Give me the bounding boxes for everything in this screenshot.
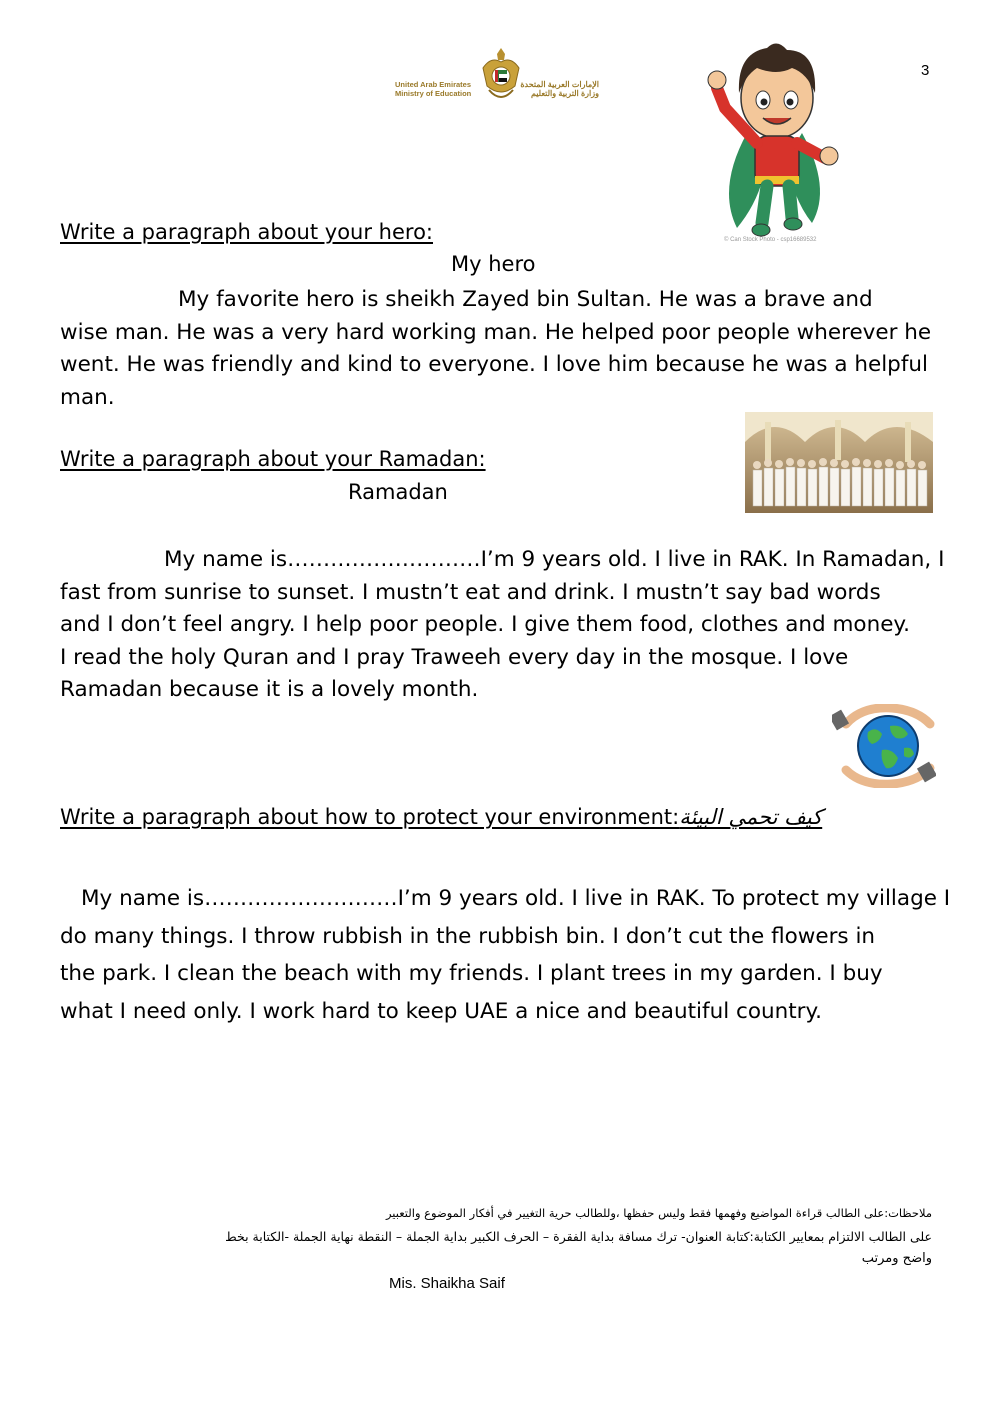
logo-en-line1: United Arab Emirates [395, 80, 471, 89]
ministry-logo [395, 46, 615, 112]
teacher-signature: Mis. Shaikha Saif [389, 1275, 505, 1292]
notes-line-3: واضح ومرتب [861, 1251, 932, 1266]
notes-line-1: ملاحظات:على الطالب قراءة المواضيع وفهمها فقط وليس حفظها ،وللطالب حرية التغيير في أفكار الموضوع والتعبير [385, 1206, 932, 1220]
logo-arabic-text [519, 80, 599, 98]
ramadan-line-2: fast from sunrise to sunset. I mustn’t eat and drink. I mustn’t say bad words [60, 579, 881, 605]
ramadan-line-4: I read the holy Quran and I pray Traweeh every day in the mosque. I love [60, 644, 849, 670]
hero-line-3: went. He was friendly and kind to everyone. I love him because he was a helpful [60, 352, 928, 377]
environment-heading [60, 805, 822, 829]
hero-paragraph [60, 284, 940, 414]
logo-ar-line1: الإمارات العربية المتحدة [520, 80, 599, 89]
logo-ar-line2: وزارة التربية والتعليم [530, 89, 599, 98]
environment-heading-ar: كيف تحمي البيئة [679, 805, 823, 829]
ramadan-heading: Write a paragraph about your Ramadan: [60, 447, 486, 471]
ramadan-title: Ramadan [348, 480, 448, 504]
environment-line-2: do many things. I throw rubbish in the rubbish bin. I don’t cut the flowers in [60, 923, 876, 949]
hero-heading: Write a paragraph about your hero: [60, 220, 433, 244]
ramadan-paragraph [60, 544, 945, 707]
ramadan-line-3: and I don’t feel angry. I help poor people. I give them food, clothes and money. [60, 612, 910, 637]
environment-line-1: My name is………………………I’m 9 years old. I live in RAK. To protect my village I [81, 886, 951, 911]
ramadan-line-1: My name is………………………I’m 9 years old. I live in RAK. In Ramadan, I [164, 547, 945, 572]
logo-english-text [395, 80, 471, 98]
notes-line-2: على الطالب الالتزام بمعايير الكتابة:كتابة العنوان- ترك مسافة بداية الفقرة – الحرف الكبير بداية الجملة – النقطة نهاية الجملة -الكتابة بخط [225, 1229, 932, 1244]
page-number: 3 [921, 62, 930, 79]
falcon-emblem-icon [481, 46, 521, 108]
environment-heading-en: Write a paragraph about how to protect your environment: [60, 805, 680, 829]
image-credit: © Can Stock Photo - csp16689532 [724, 237, 817, 243]
hero-line-4: man. [60, 384, 115, 410]
hero-line-1: My favorite hero is sheikh Zayed bin Sultan. He was a brave and [178, 287, 873, 312]
ramadan-line-5: Ramadan because it is a lovely month. [60, 677, 479, 702]
hero-line-2: wise man. He was a very hard working man. He helped poor people wherever he [60, 319, 932, 345]
earth-in-hands-icon [832, 704, 936, 788]
mosque-prayer-photo [745, 412, 933, 513]
superhero-boy-illustration [707, 38, 842, 243]
environment-line-4: what I need only. I work hard to keep UAE a nice and beautiful country. [60, 998, 823, 1024]
environment-paragraph [60, 880, 951, 1030]
logo-en-line2: Ministry of Education [395, 89, 472, 98]
environment-line-3: the park. I clean the beach with my friends. I plant trees in my garden. I buy [60, 961, 883, 986]
hero-title: My hero [451, 252, 536, 276]
